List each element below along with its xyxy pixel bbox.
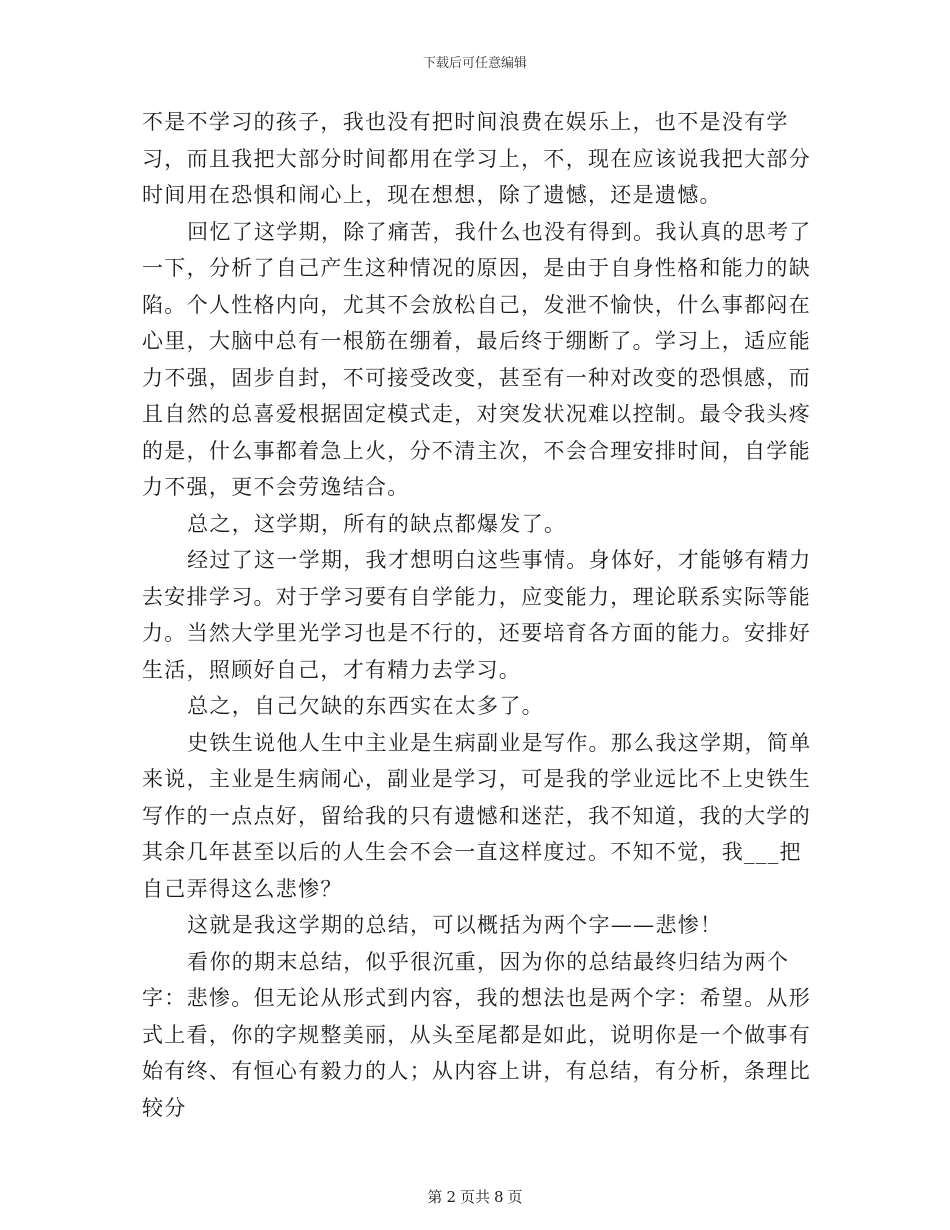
page-mid: 页共 — [459, 1188, 490, 1206]
paragraph-8: 看你的期末总结，似乎很沉重，因为你的总结最终归结为两个字：悲惨。但无论从形式到内容，我的想法也是两个字：希望。从形式上看，你的字规整美丽，从头至尾都是如此，说明你是一个做事有始有终、有恒心有毅力的人；从内容上讲，有总结，有分析，条理比较分 — [142, 949, 811, 1120]
page-footer — [0, 1186, 950, 1207]
paragraph-7: 这就是我这学期的总结，可以概括为两个字——悲惨！ — [187, 913, 723, 937]
document-body — [142, 104, 822, 1126]
page-suffix: 页 — [507, 1188, 523, 1206]
page-current: 2 — [446, 1188, 456, 1206]
paragraph-1: 不是不学习的孩子，我也没有把时间浪费在娱乐上，也不是没有学习，而且我把大部分时间都用在学习上，不，现在应该说我把大部分时间用在恐惧和闹心上，现在想想，除了遗憾，还是遗憾。 — [142, 110, 811, 207]
paragraph-5: 总之，自己欠缺的东西实在太多了。 — [187, 694, 544, 718]
paragraph-6: 史铁生说他人生中主业是生病副业是写作。那么我这学期，简单来说，主业是生病闹心，副业是学习，可是我的学业远比不上史铁生写作的一点点好，留给我的只有遗憾和迷茫，我不知道，我的大学的其余几年甚至以后的人生会不会一直这样度过。不知不觉，我___把自己弄得这么悲惨？ — [142, 730, 812, 901]
page-prefix: 第 — [427, 1188, 443, 1206]
page-total: 8 — [494, 1188, 504, 1206]
paragraph-3: 总之，这学期，所有的缺点都爆发了。 — [187, 511, 567, 536]
page-header: 下载后可任意编辑 — [422, 56, 527, 71]
paragraph-2: 回忆了这学期，除了痛苦，我什么也没有得到。我认真的思考了一下，分析了自己产生这种情况的原因，是由于自身性格和能力的缺陷。个人性格内向，尤其不会放松自己，发泄不愉快，什么事都闷在心里，大脑中总有一根筋在绷着，最后终于绷断了。学习上，适应能力不强，固步自封，不可接受改变，甚至有一种对改变的恐惧感，而且自然的总喜爱根据固定模式走，对突发状况难以控制。最令我头疼的是，什么事都着急上火，分不清主次，不会合理安排时间，自学能力不强，更不会劳逸结合。 — [142, 219, 812, 499]
paragraph-4: 经过了这一学期，我才想明白这些事情。身体好，才能够有精力去安排学习。对于学习要有自学能力，应变能力，理论联系实际等能力。当然大学里光学习也是不行的，还要培育各方面的能力。安排好生活，照顾好自己，才有精力去学习。 — [142, 548, 812, 682]
